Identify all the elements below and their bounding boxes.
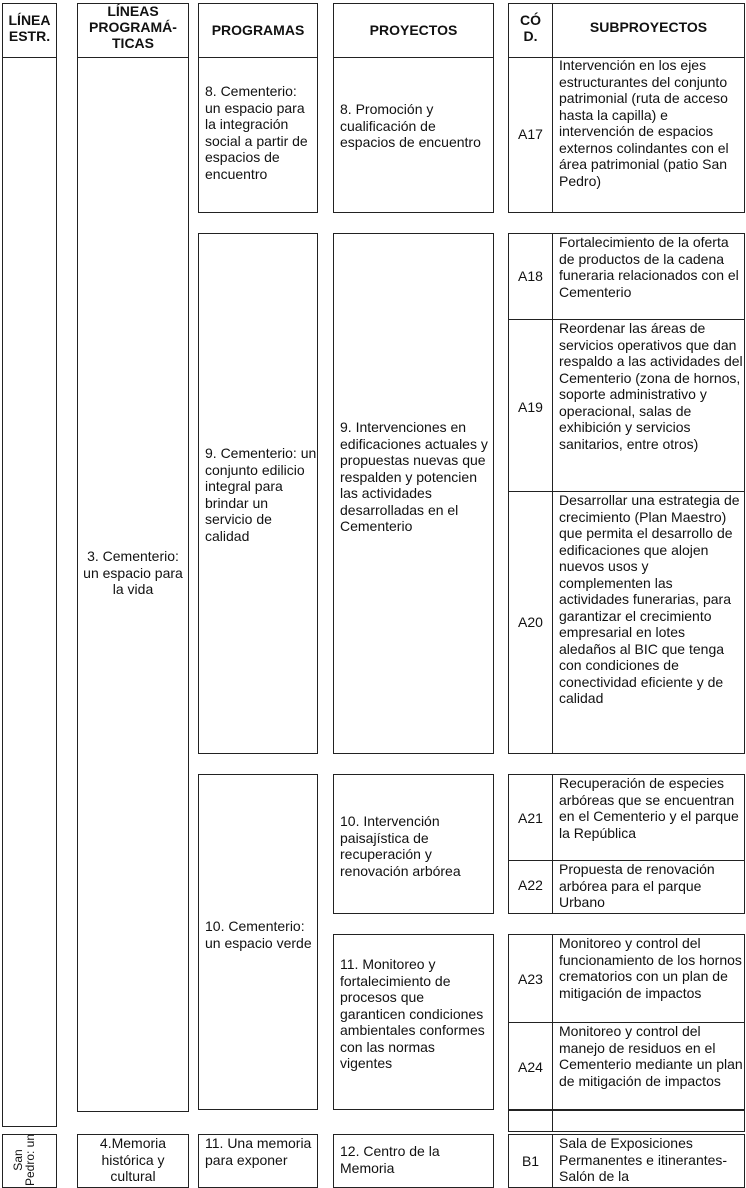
header-programas-label: PROGRAMAS [211, 22, 305, 38]
subproyecto-empty-cell [552, 1110, 745, 1132]
subproyecto-a23: Monitoreo y control del funcionamiento de los hornos crematorios con un plan de mitigación de impactos [559, 935, 742, 1001]
subproyecto-a17: Intervención en los ejes estructurantes del conjunto patrimonial (ruta de acceso hasta la capilla) e intervención de espacios externos colindantes con el área patrimonial (patio San Pedro) [559, 57, 729, 189]
bottom-linea-programatica: 4.Memoria histórica y cultural [99, 1135, 167, 1184]
programa-9: 9. Cementerio: un conjunto edilicio integral para brindar un servicio de calidad [205, 445, 317, 544]
cod-box-a18-a20 [508, 233, 553, 754]
code-a19: A19 [518, 399, 543, 415]
header-proyectos-label: PROYECTOS [369, 22, 458, 38]
subproyecto-a22: Propuesta de renovación arbórea para el parque Urbano [559, 861, 715, 910]
code-a18: A18 [518, 268, 543, 284]
code-a23: A23 [518, 971, 543, 987]
code-a22: A22 [518, 877, 543, 893]
cod-empty-cell [508, 1110, 553, 1132]
subproyecto-a24: Monitoreo y control del manejo de residuos en el Cementerio mediante un plan de mitigación de impactos [559, 1023, 743, 1089]
header-subproyectos-label: SUBPROYECTOS [589, 19, 708, 35]
header-cod-label: CÓ D. [520, 12, 541, 44]
header-lineas-programaticas-label: LÍNEAS PROGRAMÁ- TICAS [89, 3, 177, 51]
bottom-programa: 11. Una memoria para exponer [205, 1135, 312, 1168]
subproyecto-a20: Desarrollar una estrategia de crecimiento (Plan Maestro) que permita el desarrollo de edificaciones que alojen nuevos usos y complementen las actividades funerarias, para garantizar el crecimiento empresarial en lotes aledaños al BIC que tenga con condiciones de conectividad eficiente y de calidad [559, 492, 740, 706]
programa-10: 10. Cementerio: un espacio verde [205, 918, 312, 951]
proyecto-8: 8. Promoción y cualificación de espacios de encuentro [340, 101, 481, 150]
bottom-proyecto: 12. Centro de la Memoria [340, 1143, 440, 1176]
proyecto-10: 10. Intervención paisajística de recuperación y renovación arbórea [340, 813, 461, 879]
bottom-subproyecto: Sala de Exposiciones Permanentes e itinerantes- Salón de la [559, 1135, 728, 1184]
subproyecto-a19: Reordenar las áreas de servicios operativos que dan respaldo a las actividades del Cementerio (zona de hornos, soporte administrativo y operacional, salas de exhibición y servicios sanitarios, entre otros) [559, 320, 743, 452]
linea-estr-column [2, 57, 57, 1127]
header-linea-estr-label: LÍNEA ESTR. [8, 12, 51, 44]
proyecto-11: 11. Monitoreo y fortalecimiento de procesos que garanticen condiciones ambientales conformes con las normas vigentes [340, 956, 485, 1071]
proyecto-9: 9. Intervenciones en edificaciones actuales y propuestas nuevas que respalden y potencien las actividades desarrolladas en el Cementerio [340, 419, 488, 534]
subproyecto-a18: Fortalecimiento de la oferta de productos de la cadena funeraria relacionados con el Cementerio [559, 234, 739, 300]
bottom-linea-estr: San Pedro: un [11, 1133, 37, 1187]
programa-8: 8. Cementerio: un espacio para la integración social a partir de espacios de encuentro [205, 83, 308, 182]
linea-programatica-3: 3. Cementerio: un espacio para la vida [83, 548, 183, 597]
code-a17: A17 [518, 126, 543, 142]
code-a20: A20 [518, 614, 543, 630]
cod-box-a21-a22 [508, 774, 553, 914]
bottom-code: B1 [521, 1153, 540, 1169]
code-a21: A21 [518, 810, 543, 826]
code-a24: A24 [518, 1059, 543, 1075]
subproyecto-a21: Recuperación de especies arbóreas que se encuentran en el Cementerio y el parque la República [559, 775, 739, 841]
